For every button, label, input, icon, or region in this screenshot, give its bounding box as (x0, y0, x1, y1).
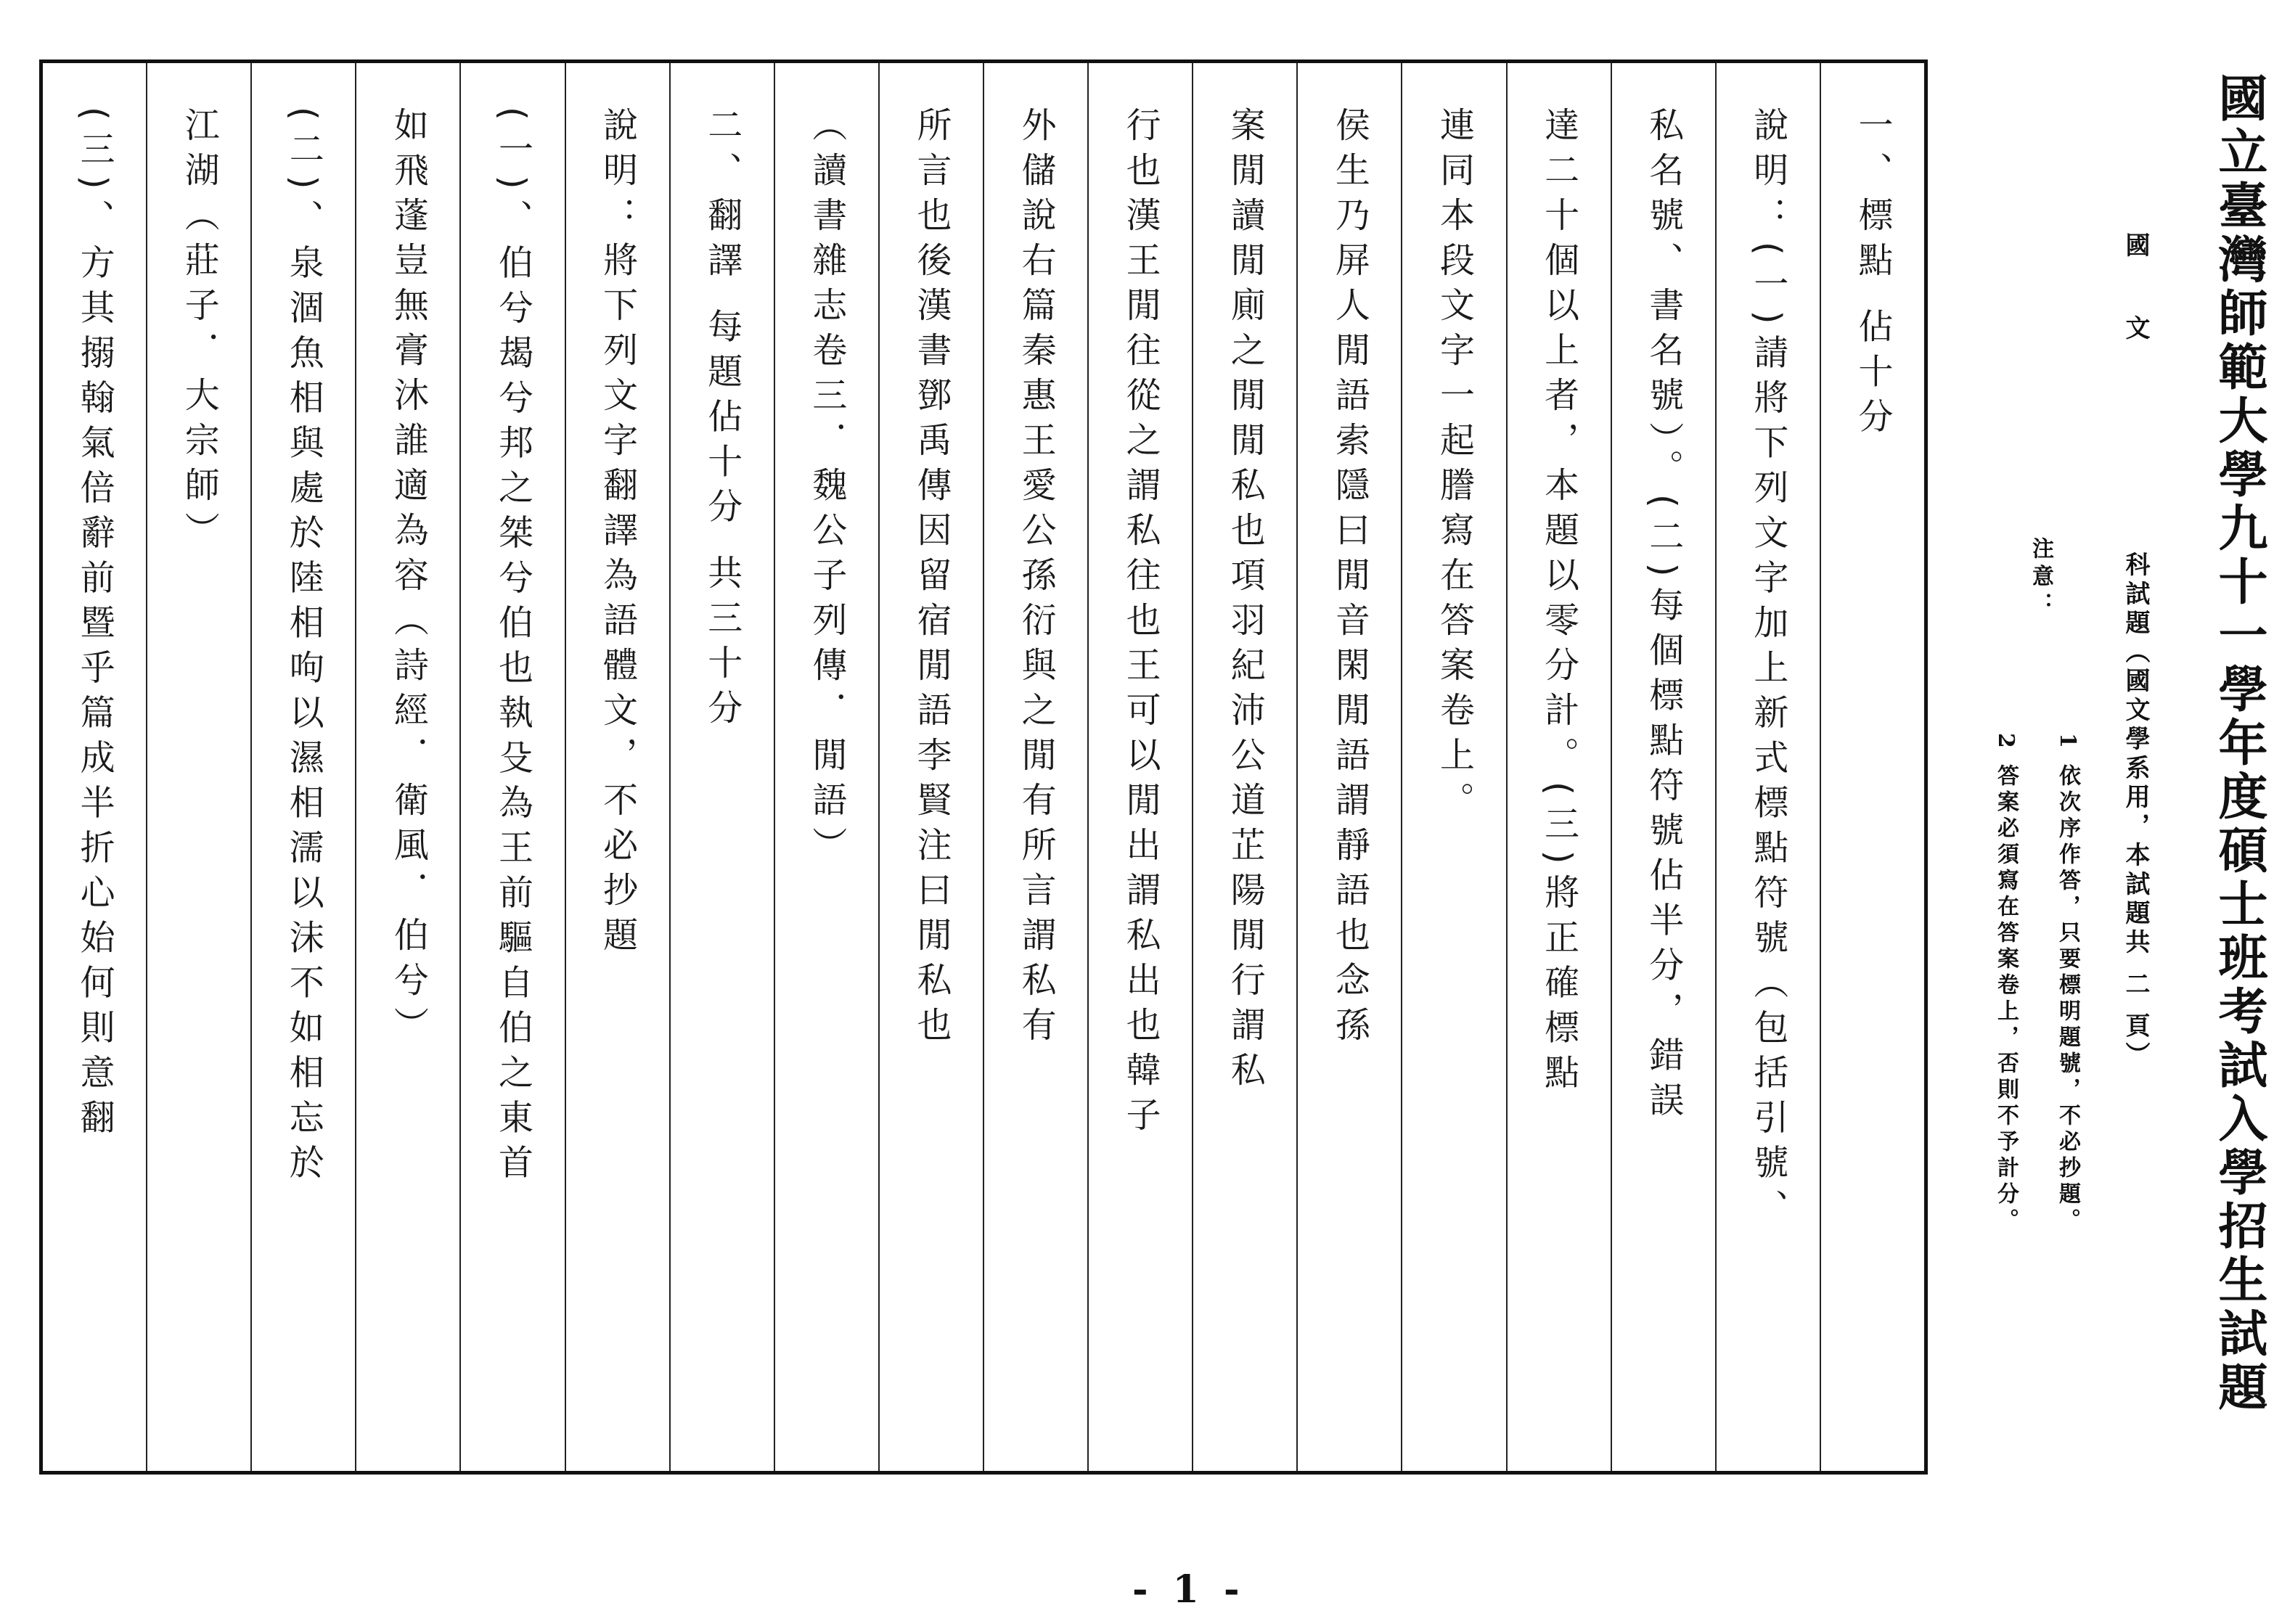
exam-column (1087, 63, 1192, 1471)
exam-column-text: 案閒讀閒廁之閒閒私也項羽紀沛公道芷陽閒行謂私 (1224, 107, 1266, 1096)
exam-column-text: (二)、泉涸魚相與處於陸相呴以濕相濡以沫不如相忘於 (283, 107, 324, 1189)
university-exam-title: 國立臺灣師範大學九十一學年度碩士班考試入學招生試題 (2210, 73, 2268, 1415)
exam-column (1192, 63, 1296, 1471)
exam-column (355, 63, 459, 1471)
exam-column-text: 所言也後漢書鄧禹傳因留宿閒語李賢注曰閒私也 (910, 107, 952, 1051)
exam-column-text: 說明：將下列文字翻譯為語體文，不必抄題 (597, 107, 638, 961)
exam-column (669, 63, 774, 1471)
subject-name: 國文 (2121, 232, 2150, 398)
exam-column-text: 江湖（莊子．大宗師） (179, 107, 220, 557)
exam-column-text: 私名號、書名號）。(二)每個標點符號佔半分，錯誤 (1643, 107, 1684, 1127)
page-number: - 1 - (1132, 1567, 1246, 1612)
subject-label (2123, 232, 2148, 398)
exam-column (43, 63, 146, 1471)
exam-column (774, 63, 878, 1471)
exam-column (878, 63, 983, 1471)
exam-column-text: 二、翻譯 每題佔十分 共三十分 (701, 107, 743, 734)
exam-column (1401, 63, 1505, 1471)
exam-column-text: 一、標點 佔十分 (1852, 107, 1893, 443)
exam-column-text: 外儲說右篇秦惠王愛公孫衍與之閒有所言謂私有 (1015, 107, 1057, 1051)
exam-question-grid (39, 60, 1928, 1475)
exam-column (1296, 63, 1401, 1471)
notice-heading: 注意： (2028, 537, 2053, 620)
exam-column (565, 63, 669, 1471)
exam-column-text: 如飛蓬豈無膏沐誰適為容（詩經．衛風．伯兮） (388, 107, 429, 1051)
exam-column (1820, 63, 1924, 1471)
exam-column-text: 連同本段文字一起謄寫在答案卷上。 (1433, 107, 1475, 827)
exam-column-text: 達二十個以上者，本題以零分計。(三)將正確標點 (1538, 107, 1579, 1099)
exam-column-text: 行也漢王閒往從之謂私往也王可以閒出謂私出也韓子 (1120, 107, 1161, 1141)
exam-column (250, 63, 355, 1471)
exam-column-text: （讀書雜志卷三．魏公子列傳．閒語） (806, 107, 847, 872)
exam-column (1506, 63, 1611, 1471)
exam-column (1611, 63, 1715, 1471)
subject-note: 科試題（國文學系用，本試題共 二 頁） (2121, 551, 2150, 1071)
exam-column-text: (一)、伯兮朅兮邦之桀兮伯也執殳為王前驅自伯之東首 (492, 107, 533, 1189)
exam-column-text: (三)、方其搦翰氣倍辭前暨乎篇成半折心始何則意翻 (74, 107, 115, 1144)
exam-column (146, 63, 250, 1471)
exam-column-text: 侯生乃屏人閒語索隱曰閒音閑閒語謂靜語也念孫 (1329, 107, 1370, 1051)
exam-column (1715, 63, 1820, 1471)
notice-item-1: 1 依次序作答，只要標明題號，不必抄題。 (2055, 733, 2080, 1235)
exam-column-text: 說明：(一)請將下列文字加上新式標點符號（包括引號、 (1747, 107, 1788, 1234)
exam-column (459, 63, 564, 1471)
exam-column (983, 63, 1087, 1471)
notice-item-2: 2 答案必須寫在答案卷上，否則不予計分。 (1993, 733, 2019, 1235)
